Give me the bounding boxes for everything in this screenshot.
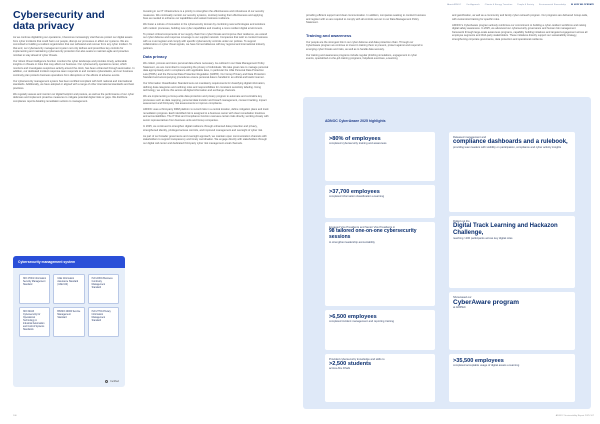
stat-pre: Engaged Vice Presidents and Senior Vice Presidents in — [329, 226, 396, 229]
highlights-panel — [303, 97, 591, 409]
stat-card — [325, 185, 435, 218]
stat-text: to strengthen leadership accountability — [329, 240, 375, 244]
stat-card — [449, 132, 575, 212]
stat-card — [449, 354, 575, 402]
top-navigation — [447, 4, 594, 6]
nav-item[interactable]: About ADNOC — [447, 4, 462, 6]
stat-value: >6,500 employees — [329, 314, 377, 320]
stat-value: >37,700 employees — [329, 189, 380, 195]
paragraph: Investing in our IT infrastructure is a priority to strengthen the effectiveness and robustness of our security measures. We continually monitor our security systems, routinely testing their effectiveness and applying fixes as needed to enhance our capabilities and sustain business resilience. — [143, 10, 265, 20]
paragraph: Our Information Classification Standard sets out mandatory requirements for classifying digital information, defining data categories and outlining roles and responsibilities for consistent sensitivity labeling. Using technology, we enforce this across all digital information and exchange channels. — [143, 82, 266, 93]
standard-item: ISO 27701 Privacy Information Management Standard — [88, 307, 119, 337]
stat-value: compliance dashboards and a rulebook, — [453, 139, 568, 146]
page-number-left: 106 — [13, 415, 17, 417]
stat-text: completed information classification e-learning — [329, 195, 385, 198]
paragraph: Our robust threat intelligence function monitors the cyber landscape and provides timely, actionable insights on threats or risks that may affect our business. Our cybersecurity operations center, which monitors and investigates suspicious activity around the clock, has been enhanced through automation. In addition, our dedicated incident response team responds to and contains cyberattacks, and our business continuity plan protects business operations from disruptions or the effects of adverse events. — [13, 59, 135, 77]
stat-text: reaching >200 participants across key digital roles — [453, 236, 513, 240]
nav-item-active[interactable]: IN HOW WE OPERATE — [571, 4, 594, 6]
stat-card — [325, 222, 435, 306]
stat-value: 98 tailored one-on-one cybersecurity sessions — [329, 228, 417, 240]
standard-item: ISO 27001 Information Security Management Standard — [19, 274, 50, 304]
left-column-2 — [143, 10, 269, 148]
stat-card — [325, 132, 435, 181]
paragraph: We are implementing a Group-wide data protection and privacy program to automate and centralize key processes such as data mapping, personal data transfer and breach management, consent tracking, impact assessment and third-party risk assessments to improve compliance. — [143, 95, 267, 106]
stat-text: completed cybersecurity training and awareness — [329, 142, 387, 145]
certified-label: Certified — [110, 380, 119, 383]
stat-card — [449, 216, 575, 288]
paragraph: As we continue digitalizing our operations, it becomes increasingly vital that we protect our digital assets from cyber incidents that could harm our people, disrupt our processes or affect our systems. We are committed to building a resilient organization that can withstand and recover from any cyber incident. To that end, our cybersecurity management system not only defines and prescribes key controls for implementing and maintaining cybersecurity protection but also seeks to maintain agile and proactive mindset to stay ahead of cyber threats. — [13, 36, 133, 57]
cybersecurity-system-box — [13, 256, 125, 387]
page-title — [13, 10, 133, 32]
right-column-1 — [306, 14, 426, 63]
title-line-1: Cybersecurity and — [13, 9, 105, 21]
highlights-heading: ADNOC CyberAware 2025 highlights — [325, 119, 386, 123]
paragraph: Our cybersecurity management system has been certified compliant with both national and international standards. Additionally, we have adopted or aligned with a range of other international standards and best practices. — [13, 79, 135, 90]
paragraph: To protect critical components of our supply chain from cyber threats and improve their resilience, we extend our cyber defense and response coverage to our supplier network. Companies that wish to conduct business with us must register and comply with specific cybersecurity controls under our policies. To support collaboration on cyber threat signals, we have formed alliances with key regional and international industry partners. — [143, 32, 268, 50]
stat-text: providing team leaders with visibility on participation, compliance and cyber activity insights — [453, 146, 562, 149]
stat-pre: Showcased our — [453, 296, 472, 299]
stat-text: across Abu Dhabi — [329, 367, 351, 371]
stat-value: Digital Track Learning and Hackazon Challenge, — [453, 223, 558, 236]
certified-icon — [105, 380, 108, 383]
stat-card — [325, 354, 435, 402]
nav-item[interactable]: People & Society — [517, 4, 535, 6]
data-privacy-heading: Data privacy — [143, 54, 167, 60]
nav-item[interactable]: Environmental Stewardship — [539, 4, 566, 6]
paragraph: We collect, process and store personal data where necessary. As outlined in our Data Management Policy Statement, we are committed to respecting the privacy of individuals. We take great care to manage personal data appropriately and in compliance with applicable laws, in particular the UAE Personal Data Protection Law (PDPL) and the Personal Data Protection Regulation (GDPR). Our Group Privacy and Data Protection Standard and accompanying procedures ensure personal data is handled in an ethical and lawful manner. — [143, 62, 269, 80]
stat-text: at ADIPEC — [453, 306, 466, 310]
title-line-2: data privacy — [13, 20, 75, 32]
stat-pre: Released management and — [453, 136, 487, 139]
right-column-2 — [452, 14, 588, 44]
stat-text: completed incident management and reporting training — [329, 320, 394, 323]
paragraph: ADNOC uses a third-party DRM platform to record risks in a central location, define mitigation plans and track remediation progress. Each identified risk is assigned to a business owner with clear remediation timelines and accountabilities. The IT Risk and Compliance function oversees certain risks directly, working closely with senior representatives from business units and Group companies. — [143, 108, 269, 122]
paragraph: and gamification, as well as a community and family cyber outreach program. Our programs are delivered Group-wide, with customized training for specific roles. — [452, 14, 588, 21]
stat-card — [325, 310, 435, 350]
system-box-heading: Cybersecurity management system — [13, 256, 125, 268]
training-heading: Training and awareness — [306, 32, 352, 38]
standard-item: ISO 22301 Business Continuity Management Standard — [88, 274, 119, 304]
stat-value: CyberAware program — [453, 299, 519, 307]
stat-value: >80% of employees — [329, 136, 381, 142]
paragraph: Our training and awareness programs include regular phishing simulations, engagement in cyber events, specialized on-the-job training programs, helpdesk exercises, e-learning — [306, 53, 418, 61]
stat-value: >2,500 students — [329, 361, 372, 368]
paragraph: We foster a culture of innovation in the cybersecurity domain by combining new technologies and solutions with modern processes, building new cyber capabilities and creating a more resilient digital environment. — [143, 23, 266, 30]
stat-pre: Provided cybersecurity knowledge and skills to — [329, 358, 385, 361]
standards-grid — [13, 268, 125, 343]
left-column-1 — [13, 36, 135, 106]
page-number-right: ADNOC Sustainability Report 2025 107 — [555, 415, 594, 417]
stat-text: completed acceptable usage of digital assets e-learning — [453, 364, 520, 367]
paragraph: In 2025, we continued to strengthen digital resilience through enhanced data protection and privacy, strengthened identity, privileged access controls, and improved management and oversight of cyber risk. — [143, 125, 263, 132]
standard-item: ISO 62443 Cybersecurity for Operational Technology in Industrial Automation and Control Systems Standards — [19, 307, 50, 337]
paragraph: Our people are the strongest link in our cyber defense and data protection chain. Through our CyberAware program we continue to invest in training them to prevent, protect against and respond to emerging cyber threats and risks, as well as to handle data securely. — [306, 40, 423, 51]
standard-item: BS/ISO 20000 Service Management Standard — [53, 307, 84, 337]
stat-value: >35,500 employees — [453, 358, 504, 364]
paragraph: providing efficient support and clear communication. In addition, companies seeking to conduct business and register with us are required to comply with all controls set out in our Data Management Policy Statement. — [306, 14, 426, 24]
paragraph: ADNOC's CyberAware program actively reinforces our commitment to building a cyber-resilient workforce and raising digital safety awareness. In 2025, we advanced our cybersecurity governance and human risk management framework through large-scale awareness programs, capability building initiatives and targeted engagement across all employee segments and third-party stakeholders. These initiatives directly support our sustainability strategy, strengthening corporate governance, data protection and operational resilience. — [452, 23, 588, 41]
stat-pre: Rolled out the — [453, 220, 470, 223]
paragraph: As part of our broader governance and oversight approach, we maintain open communication channels with stakeholders to support transparency and timely coordination. We engage directly with stakeholders through our digital call center and dedicated third-party cyber risk management email channels. — [143, 134, 267, 145]
nav-item[interactable]: Climate & Energy Transition — [484, 4, 513, 6]
standard-item: UAE Information Assurance Standard (UAE IAS) — [53, 274, 84, 304]
paragraph: We regularly assess and monitor our digital footprint and posture, as well as the performance of our cyber defenses and implement proactive measures to mitigate potential digital risks or gaps. We distribute compliance reports detailing remediation actions to management. — [13, 92, 135, 103]
stat-card — [449, 292, 575, 350]
certified-note — [105, 380, 119, 383]
nav-item[interactable]: Our Approach — [466, 4, 480, 6]
